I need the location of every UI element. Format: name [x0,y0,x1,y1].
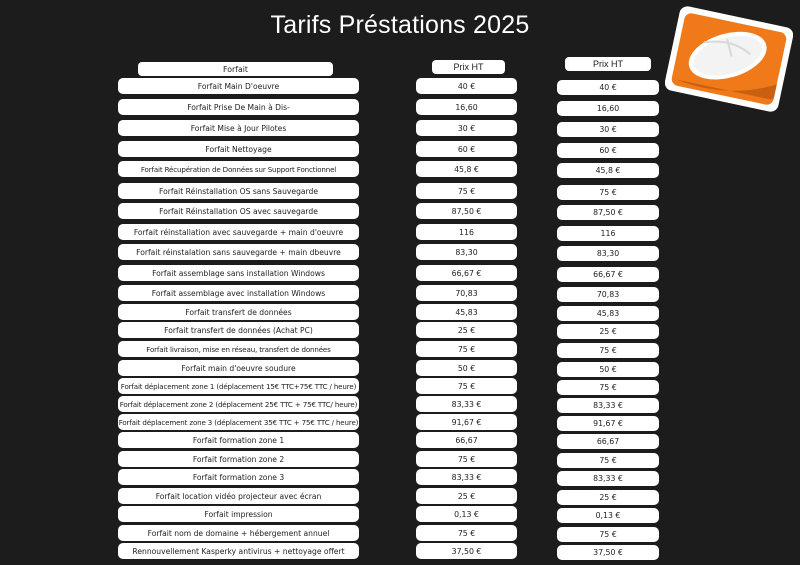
price-cell-col2: 83,30 [557,246,659,261]
price-cell-col1: 70,83 [416,285,517,301]
price-cell-col2: 75 € [557,185,659,200]
price-cell-col2: 30 € [557,122,659,137]
price-cell-col1: 75 € [416,451,517,467]
forfait-label: Rennouvellement Kasperky antivirus + nettoyage offert [118,543,359,559]
price-cell-col1: 60 € [416,141,517,157]
price-cell-col1: 16,60 [416,99,517,115]
price-cell-col2: 75 € [557,527,659,542]
price-cell-col1: 75 € [416,525,517,541]
price-cell-col2: 91,67 € [557,416,659,431]
price-cell-col2: 75 € [557,380,659,395]
forfait-label: Forfait nom de domaine + hébergement annuel [118,525,359,541]
price-cell-col2: 66,67 [557,434,659,449]
forfait-label: Forfait formation zone 3 [118,469,359,485]
forfait-label: Forfait déplacement zone 2 (déplacement 25€ TTC + 75€ TTC/ heure) [118,396,359,412]
price-cell-col2: 45,8 € [557,163,659,178]
page-title: Tarifs Préstations 2025 [270,11,530,39]
price-cell-col2: 60 € [557,143,659,158]
forfait-label: Forfait main d'oeuvre soudure [118,360,359,376]
price-column-header-2: Prix HT [565,57,651,71]
price-cell-col2: 45,83 [557,306,659,321]
price-cell-col1: 87,50 € [416,203,517,219]
forfait-label: Forfait transfert de données (Achat PC) [118,322,359,338]
price-cell-col2: 37,50 € [557,545,659,560]
forfait-label: Forfait transfert de données [118,304,359,320]
forfait-label: Forfait Réinstallation OS sans Sauvegarde [118,183,359,199]
price-cell-col2: 40 € [557,80,659,95]
price-column-header-1: Prix HT [432,60,505,74]
forfait-label: Forfait réinstalation sans sauvegarde + main dbeuvre [118,244,359,260]
price-cell-col1: 75 € [416,341,517,357]
price-cell-col1: 75 € [416,183,517,199]
price-cell-col1: 50 € [416,360,517,376]
price-cell-col2: 75 € [557,343,659,358]
price-cell-col1: 30 € [416,120,517,136]
forfait-label: Forfait Mise à Jour Pilotes [118,120,359,136]
price-cell-col2: 83,33 € [557,471,659,486]
forfait-label: Forfait Prise De Main à Dis- [118,99,359,115]
price-cell-col1: 83,30 [416,244,517,260]
price-cell-col2: 75 € [557,453,659,468]
price-cell-col2: 50 € [557,362,659,377]
forfait-label: Forfait Nettoyage [118,141,359,157]
price-cell-col2: 66,67 € [557,267,659,282]
price-cell-col2: 25 € [557,490,659,505]
price-cell-col1: 25 € [416,322,517,338]
price-cell-col1: 45,83 [416,304,517,320]
forfait-label: Forfait assemblage sans installation Windows [118,265,359,281]
forfait-label: Forfait Récupération de Données sur Support Fonctionnel [118,161,359,177]
forfait-label: Forfait formation zone 1 [118,432,359,448]
price-cell-col1: 45,8 € [416,161,517,177]
price-cell-col1: 66,67 € [416,265,517,281]
price-cell-col1: 40 € [416,78,517,94]
price-cell-col1: 37,50 € [416,543,517,559]
price-cell-col1: 25 € [416,488,517,504]
price-cell-col1: 116 [416,224,517,240]
forfait-label: Forfait livraison, mise en réseau, transfert de données [118,341,359,357]
forfait-label: Forfait Main D'oeuvre [118,78,359,94]
forfait-label: Forfait Réinstallation OS avec sauvegarde [118,203,359,219]
price-cell-col2: 70,83 [557,287,659,302]
price-cell-col2: 25 € [557,324,659,339]
price-cell-col1: 66,67 [416,432,517,448]
price-cell-col2: 83,33 € [557,398,659,413]
price-cell-col2: 16,60 [557,101,659,116]
forfait-label: Forfait réinstallation avec sauvegarde + main d'oeuvre [118,224,359,240]
forfait-label: Forfait déplacement zone 3 (déplacement 35€ TTC + 75€ TTC / heure) [118,414,359,430]
price-cell-col1: 75 € [416,378,517,394]
computer-mouse-icon [665,4,793,114]
price-cell-col1: 83,33 € [416,396,517,412]
forfait-label: Forfait impression [118,506,359,522]
forfait-column-header: Forfait [138,62,333,76]
price-cell-col1: 83,33 € [416,469,517,485]
price-cell-col2: 87,50 € [557,205,659,220]
forfait-label: Forfait assemblage avec installation Windows [118,285,359,301]
forfait-label: Forfait déplacement zone 1 (déplacement 15€ TTC+75€ TTC / heure) [118,378,359,394]
forfait-label: Forfait location vidéo projecteur avec écran [118,488,359,504]
price-cell-col2: 116 [557,226,659,241]
price-cell-col1: 0,13 € [416,506,517,522]
price-cell-col2: 0,13 € [557,508,659,523]
price-cell-col1: 91,67 € [416,414,517,430]
forfait-label: Forfait formation zone 2 [118,451,359,467]
